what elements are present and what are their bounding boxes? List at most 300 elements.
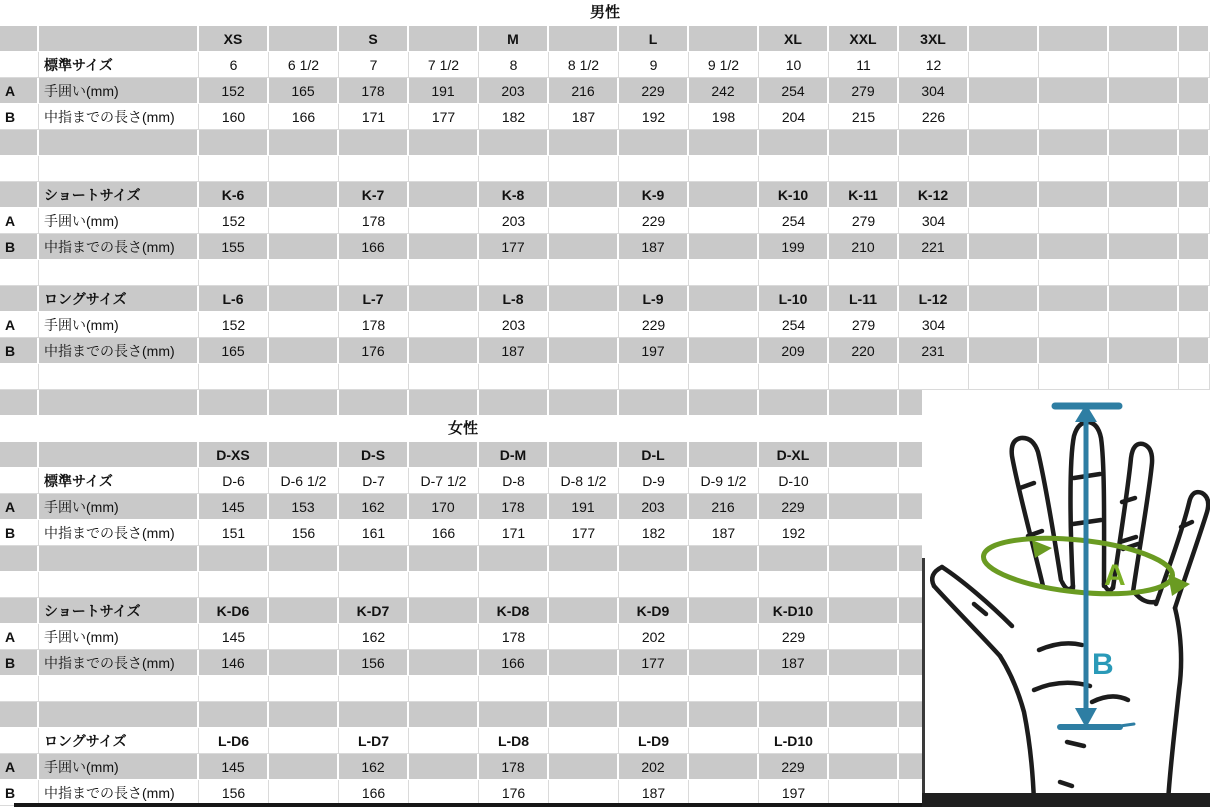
table-cell: 152: [199, 312, 269, 338]
table-cell: 254: [759, 312, 829, 338]
table-cell: XS: [199, 26, 269, 52]
table-cell: M: [479, 26, 549, 52]
empty-cell: [689, 676, 759, 702]
section-title-row: [0, 0, 1210, 26]
empty-cell: [0, 52, 39, 78]
empty-cell: [829, 650, 899, 676]
empty-cell: [829, 546, 899, 572]
empty-cell: [409, 26, 479, 52]
empty-cell: [1179, 52, 1210, 78]
empty-cell: [899, 156, 969, 182]
table-cell: 170: [409, 494, 479, 520]
table-cell: 166: [339, 780, 409, 806]
table-cell: 145: [199, 494, 269, 520]
table-cell: 187: [689, 520, 759, 546]
empty-cell: [339, 156, 409, 182]
empty-cell: [199, 130, 269, 156]
empty-cell: [269, 312, 339, 338]
table-cell: 11: [829, 52, 899, 78]
empty-cell: [409, 156, 479, 182]
table-cell: L-7: [339, 286, 409, 312]
table-cell: L-6: [199, 286, 269, 312]
table-cell: 229: [759, 624, 829, 650]
table-cell: 152: [199, 78, 269, 104]
table-cell: 166: [409, 520, 479, 546]
empty-cell: [39, 130, 199, 156]
empty-cell: [619, 676, 689, 702]
table-cell: K-D6: [199, 598, 269, 624]
empty-cell: [269, 624, 339, 650]
empty-cell: [339, 546, 409, 572]
empty-cell: [409, 728, 479, 754]
table-row: [0, 156, 1210, 182]
empty-cell: [1109, 104, 1179, 130]
empty-cell: [1109, 312, 1179, 338]
empty-cell: [269, 26, 339, 52]
empty-cell: [269, 364, 339, 390]
empty-cell: [409, 676, 479, 702]
empty-cell: [689, 442, 759, 468]
empty-cell: [0, 182, 39, 208]
table-cell: 6: [199, 52, 269, 78]
empty-cell: [549, 364, 619, 390]
empty-cell: [1179, 78, 1210, 104]
empty-cell: [39, 676, 199, 702]
empty-cell: [969, 208, 1039, 234]
empty-cell: [549, 546, 619, 572]
table-cell: 220: [829, 338, 899, 364]
empty-cell: [479, 260, 549, 286]
empty-cell: [549, 702, 619, 728]
table-cell: 203: [619, 494, 689, 520]
empty-cell: [689, 728, 759, 754]
empty-cell: [269, 234, 339, 260]
table-cell: 145: [199, 624, 269, 650]
empty-cell: [829, 364, 899, 390]
empty-cell: [339, 260, 409, 286]
empty-cell: [969, 260, 1039, 286]
empty-cell: [39, 26, 199, 52]
empty-cell: [0, 598, 39, 624]
table-cell: 145: [199, 754, 269, 780]
photo-bottom-edge: [922, 793, 1210, 807]
table-cell: K-D10: [759, 598, 829, 624]
empty-cell: [39, 702, 199, 728]
table-cell: 7 1/2: [409, 52, 479, 78]
empty-cell: [689, 156, 759, 182]
table-cell: 166: [339, 234, 409, 260]
empty-cell: [199, 702, 269, 728]
table-cell: 153: [269, 494, 339, 520]
table-cell: 216: [689, 494, 759, 520]
table-cell: 215: [829, 104, 899, 130]
table-cell: 178: [479, 494, 549, 520]
empty-cell: [549, 234, 619, 260]
empty-cell: [969, 286, 1039, 312]
empty-cell: [269, 182, 339, 208]
table-cell: 191: [549, 494, 619, 520]
empty-cell: [409, 312, 479, 338]
empty-cell: [339, 130, 409, 156]
empty-cell: [689, 702, 759, 728]
table-cell: 242: [689, 78, 759, 104]
empty-cell: [1179, 364, 1210, 390]
empty-cell: [1039, 208, 1109, 234]
empty-cell: [269, 754, 339, 780]
empty-cell: [1179, 312, 1210, 338]
empty-cell: [479, 156, 549, 182]
table-cell: B: [0, 338, 39, 364]
table-cell: L-D8: [479, 728, 549, 754]
empty-cell: [969, 78, 1039, 104]
empty-cell: [409, 182, 479, 208]
empty-cell: [759, 676, 829, 702]
table-cell: 304: [899, 208, 969, 234]
table-cell: 162: [339, 754, 409, 780]
empty-cell: [0, 26, 39, 52]
hand-outline: [932, 422, 1208, 802]
table-row: [0, 78, 1210, 104]
empty-cell: [1179, 182, 1210, 208]
measure-b-label: B: [1092, 648, 1114, 681]
table-row: [0, 26, 1210, 52]
empty-cell: [829, 754, 899, 780]
table-cell: B: [0, 650, 39, 676]
empty-cell: [689, 546, 759, 572]
table-cell: D-M: [479, 442, 549, 468]
empty-cell: [409, 702, 479, 728]
table-cell: B: [0, 780, 39, 806]
table-cell: L-8: [479, 286, 549, 312]
empty-cell: [1109, 286, 1179, 312]
table-cell: 210: [829, 234, 899, 260]
empty-cell: [409, 650, 479, 676]
table-cell: 204: [759, 104, 829, 130]
table-cell: 197: [759, 780, 829, 806]
empty-cell: [1109, 338, 1179, 364]
table-cell: D-6: [199, 468, 269, 494]
empty-cell: [619, 156, 689, 182]
table-cell: 229: [759, 494, 829, 520]
empty-cell: [269, 650, 339, 676]
table-cell: XXL: [829, 26, 899, 52]
table-cell: 221: [899, 234, 969, 260]
table-cell: 手囲い(mm): [39, 624, 199, 650]
empty-cell: [269, 260, 339, 286]
empty-cell: [269, 728, 339, 754]
empty-cell: [39, 260, 199, 286]
hand-illustration: [922, 390, 1210, 807]
table-cell: K-11: [829, 182, 899, 208]
empty-cell: [269, 208, 339, 234]
empty-cell: [829, 442, 899, 468]
empty-cell: [269, 546, 339, 572]
table-cell: 197: [619, 338, 689, 364]
empty-cell: [39, 442, 199, 468]
empty-cell: [619, 546, 689, 572]
table-cell: 198: [689, 104, 759, 130]
table-cell: B: [0, 104, 39, 130]
table-cell: 229: [759, 754, 829, 780]
empty-cell: [199, 546, 269, 572]
table-cell: 156: [269, 520, 339, 546]
table-cell: 6 1/2: [269, 52, 339, 78]
table-cell: S: [339, 26, 409, 52]
table-cell: L-10: [759, 286, 829, 312]
empty-cell: [829, 598, 899, 624]
empty-cell: [0, 468, 39, 494]
empty-cell: [1109, 156, 1179, 182]
table-cell: 155: [199, 234, 269, 260]
empty-cell: [549, 624, 619, 650]
table-row: [0, 364, 1210, 390]
empty-cell: [0, 728, 39, 754]
empty-cell: [969, 52, 1039, 78]
empty-cell: [969, 312, 1039, 338]
table-cell: 161: [339, 520, 409, 546]
table-cell: B: [0, 234, 39, 260]
table-cell: 202: [619, 754, 689, 780]
table-cell: K-D7: [339, 598, 409, 624]
table-cell: 192: [619, 104, 689, 130]
empty-cell: [409, 364, 479, 390]
empty-cell: [899, 130, 969, 156]
empty-cell: [269, 156, 339, 182]
empty-cell: [39, 572, 199, 598]
table-cell: D-9: [619, 468, 689, 494]
table-cell: A: [0, 494, 39, 520]
empty-cell: [409, 572, 479, 598]
empty-cell: [689, 286, 759, 312]
empty-cell: [269, 572, 339, 598]
empty-cell: [409, 442, 479, 468]
table-cell: 187: [619, 780, 689, 806]
empty-cell: [549, 598, 619, 624]
empty-cell: [829, 520, 899, 546]
empty-cell: [269, 702, 339, 728]
table-row: [0, 234, 1210, 260]
table-row: [0, 338, 1210, 364]
empty-cell: [829, 156, 899, 182]
table-cell: 279: [829, 312, 899, 338]
table-cell: D-S: [339, 442, 409, 468]
table-cell: 165: [199, 338, 269, 364]
empty-cell: [199, 390, 269, 416]
table-cell: 146: [199, 650, 269, 676]
table-cell: L-11: [829, 286, 899, 312]
table-cell: 手囲い(mm): [39, 208, 199, 234]
empty-cell: [1109, 130, 1179, 156]
empty-cell: [1179, 130, 1210, 156]
table-cell: ロングサイズ: [39, 728, 199, 754]
empty-cell: [829, 728, 899, 754]
empty-cell: [619, 364, 689, 390]
empty-cell: [39, 364, 199, 390]
empty-cell: [1039, 182, 1109, 208]
empty-cell: [409, 260, 479, 286]
table-cell: L-12: [899, 286, 969, 312]
empty-cell: [549, 676, 619, 702]
table-cell: D-9 1/2: [689, 468, 759, 494]
empty-cell: [759, 390, 829, 416]
empty-cell: [689, 338, 759, 364]
table-cell: 中指までの長さ(mm): [39, 104, 199, 130]
table-cell: ショートサイズ: [39, 182, 199, 208]
empty-cell: [1039, 338, 1109, 364]
table-cell: 254: [759, 78, 829, 104]
empty-cell: [479, 130, 549, 156]
empty-cell: [479, 546, 549, 572]
empty-cell: [339, 572, 409, 598]
table-cell: 202: [619, 624, 689, 650]
empty-cell: [1039, 78, 1109, 104]
empty-cell: [1039, 156, 1109, 182]
empty-cell: [479, 364, 549, 390]
table-cell: 229: [619, 208, 689, 234]
table-row: [0, 286, 1210, 312]
table-cell: D-8: [479, 468, 549, 494]
table-cell: 162: [339, 494, 409, 520]
empty-cell: [689, 234, 759, 260]
table-cell: 中指までの長さ(mm): [39, 520, 199, 546]
table-cell: 178: [339, 312, 409, 338]
table-cell: 7: [339, 52, 409, 78]
empty-cell: [1179, 286, 1210, 312]
table-cell: 279: [829, 208, 899, 234]
table-cell: D-XL: [759, 442, 829, 468]
empty-cell: [549, 728, 619, 754]
table-cell: 3XL: [899, 26, 969, 52]
empty-cell: [1179, 156, 1210, 182]
table-cell: 中指までの長さ(mm): [39, 650, 199, 676]
table-cell: 178: [339, 78, 409, 104]
table-cell: 176: [479, 780, 549, 806]
empty-cell: [969, 26, 1039, 52]
empty-cell: [269, 130, 339, 156]
empty-cell: [1109, 364, 1179, 390]
table-cell: 8 1/2: [549, 52, 619, 78]
empty-cell: [0, 130, 39, 156]
empty-cell: [549, 338, 619, 364]
empty-cell: [0, 390, 39, 416]
table-cell: 中指までの長さ(mm): [39, 234, 199, 260]
table-row: [0, 260, 1210, 286]
table-cell: 171: [479, 520, 549, 546]
table-cell: K-7: [339, 182, 409, 208]
empty-cell: [1039, 52, 1109, 78]
table-cell: 178: [339, 208, 409, 234]
table-cell: A: [0, 78, 39, 104]
hand-measurement-figure: [922, 390, 1210, 807]
table-cell: D-7 1/2: [409, 468, 479, 494]
empty-cell: [1039, 286, 1109, 312]
table-cell: 226: [899, 104, 969, 130]
empty-cell: [619, 130, 689, 156]
empty-cell: [549, 286, 619, 312]
empty-cell: [1109, 260, 1179, 286]
empty-cell: [689, 650, 759, 676]
empty-cell: [549, 754, 619, 780]
empty-cell: [339, 364, 409, 390]
empty-cell: [969, 104, 1039, 130]
empty-cell: [689, 26, 759, 52]
empty-cell: [479, 676, 549, 702]
table-cell: 177: [549, 520, 619, 546]
empty-cell: [199, 572, 269, 598]
table-cell: 304: [899, 312, 969, 338]
table-cell: 216: [549, 78, 619, 104]
table-cell: 177: [619, 650, 689, 676]
table-cell: 178: [479, 624, 549, 650]
empty-cell: [969, 364, 1039, 390]
empty-cell: [549, 650, 619, 676]
empty-cell: [269, 390, 339, 416]
empty-cell: [549, 208, 619, 234]
table-cell: 178: [479, 754, 549, 780]
empty-cell: [269, 442, 339, 468]
empty-cell: [829, 702, 899, 728]
empty-cell: [619, 390, 689, 416]
empty-cell: [549, 260, 619, 286]
table-cell: 182: [479, 104, 549, 130]
table-cell: L-D9: [619, 728, 689, 754]
empty-cell: [409, 130, 479, 156]
empty-cell: [409, 390, 479, 416]
table-cell: L-9: [619, 286, 689, 312]
empty-cell: [0, 286, 39, 312]
empty-cell: [479, 572, 549, 598]
empty-cell: [1109, 208, 1179, 234]
empty-cell: [549, 390, 619, 416]
empty-cell: [409, 338, 479, 364]
table-cell: 9 1/2: [689, 52, 759, 78]
table-cell: 229: [619, 312, 689, 338]
empty-cell: [969, 156, 1039, 182]
table-cell: L-D6: [199, 728, 269, 754]
empty-cell: [409, 234, 479, 260]
empty-cell: [269, 598, 339, 624]
empty-cell: [339, 676, 409, 702]
empty-cell: [549, 182, 619, 208]
table-cell: 165: [269, 78, 339, 104]
empty-cell: [409, 546, 479, 572]
empty-cell: [619, 572, 689, 598]
table-cell: 171: [339, 104, 409, 130]
empty-cell: [1179, 104, 1210, 130]
table-cell: XL: [759, 26, 829, 52]
empty-cell: [829, 572, 899, 598]
empty-cell: [1039, 26, 1109, 52]
empty-cell: [1179, 26, 1210, 52]
table-cell: D-L: [619, 442, 689, 468]
empty-cell: [1109, 182, 1179, 208]
empty-cell: [479, 702, 549, 728]
empty-cell: [759, 702, 829, 728]
empty-cell: [409, 754, 479, 780]
table-cell: 187: [619, 234, 689, 260]
table-cell: 279: [829, 78, 899, 104]
table-cell: A: [0, 208, 39, 234]
table-cell: 152: [199, 208, 269, 234]
empty-cell: [1039, 130, 1109, 156]
empty-cell: [829, 468, 899, 494]
empty-cell: [39, 390, 199, 416]
table-cell: 203: [479, 208, 549, 234]
empty-cell: [689, 598, 759, 624]
table-cell: K-6: [199, 182, 269, 208]
empty-cell: [689, 390, 759, 416]
table-cell: B: [0, 520, 39, 546]
